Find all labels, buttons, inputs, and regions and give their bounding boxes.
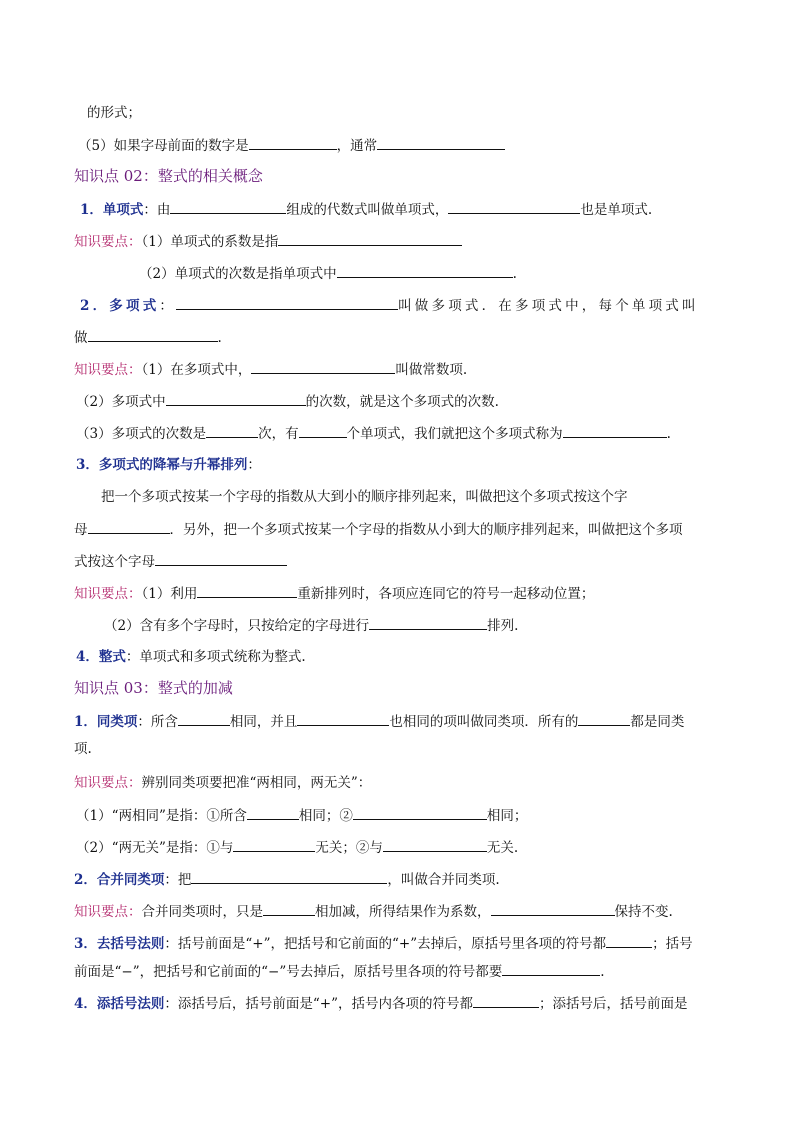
- answer-blank[interactable]: [606, 934, 652, 948]
- text-line: 4．整式：单项式和多项式统称为整式.: [76, 649, 306, 665]
- key-point-label: 知识要点：: [74, 362, 142, 378]
- answer-blank[interactable]: [299, 424, 347, 438]
- text-line: （2）多项式中 的次数，就是这个多项式的次数.: [76, 394, 499, 410]
- text-line: 知识要点：（1）在多项式中， 叫做常数项.: [74, 362, 468, 378]
- answer-blank[interactable]: [247, 806, 299, 820]
- answer-blank[interactable]: [473, 994, 539, 1008]
- answer-blank[interactable]: [337, 264, 513, 278]
- section-heading: 知识点 02：整式的相关概念: [74, 167, 263, 185]
- text-line: 3．去括号法则：括号前面是“+”，把括号和它前面的“+”去掉后，原括号里各项的符号都 ；括号: [74, 936, 693, 952]
- text-line: 知识要点：（1）单项式的系数是指: [74, 232, 462, 250]
- text-line: 1．单项式：由 组成的代数式叫做单项式， 也是单项式.: [80, 202, 653, 218]
- answer-blank[interactable]: [170, 200, 286, 214]
- section-heading: 知识点 03：整式的加减: [74, 679, 233, 697]
- answer-blank[interactable]: [197, 584, 297, 598]
- text-line: 式按这个字母: [74, 552, 287, 570]
- text-line: 1．同类项：所含 相同，并且 也相同的项叫做同类项．所有的 都是同类: [74, 714, 685, 730]
- answer-blank[interactable]: [502, 962, 600, 976]
- answer-blank[interactable]: [369, 616, 487, 630]
- answer-blank[interactable]: [155, 552, 287, 566]
- text-line: 知识要点：（1）利用 重新排列时，各项应连同它的符号一起移动位置；: [74, 586, 595, 602]
- text-line: 2．多项式： 叫做多项式．在多项式中，每个单项式叫: [80, 298, 699, 314]
- term-label: 3．多项式的降幂与升幂排列: [76, 457, 248, 473]
- text-line: 4．添括号法则：添括号后，括号前面是“+”，括号内各项的符号都 ；添括号后，括号前面是: [74, 996, 688, 1012]
- answer-blank[interactable]: [377, 136, 505, 150]
- answer-blank[interactable]: [233, 838, 315, 852]
- text-line: （2）单项式的次数是指单项式中 .: [139, 266, 517, 282]
- text-line: 项.: [74, 741, 92, 757]
- answer-blank[interactable]: [353, 806, 487, 820]
- answer-blank[interactable]: [249, 136, 337, 150]
- answer-blank[interactable]: [206, 424, 258, 438]
- key-point-label: 知识要点：: [74, 775, 142, 791]
- text-line: 知识要点：辨别同类项要把准“两相同，两无关”：: [74, 775, 372, 791]
- term-label: 2．合并同类项: [74, 872, 165, 888]
- answer-blank[interactable]: [297, 712, 389, 726]
- text-line: 前面是“−”，把括号和它前面的“−”号去掉后，原括号里各项的符号都要 .: [74, 964, 605, 980]
- text-line: 2．合并同类项：把 ，叫做合并同类项.: [74, 872, 500, 888]
- answer-blank[interactable]: [178, 712, 230, 726]
- answer-blank[interactable]: [251, 360, 395, 374]
- term-label: 3．去括号法则: [74, 936, 165, 952]
- text-line: 母 ．另外，把一个多项式按某一个字母的指数从小到大的顺序排列起来，叫做把这个多项: [74, 522, 683, 538]
- term-label: 4．添括号法则: [74, 996, 165, 1012]
- text-line: （5）如果字母前面的数字是 ，通常: [78, 136, 505, 154]
- text-line: （2）含有多个字母时，只按给定的字母进行 排列.: [104, 618, 519, 634]
- text-line: 的形式；: [87, 105, 141, 121]
- term-label: 4．整式: [76, 649, 126, 665]
- text-line: （2）“两无关”是指：①与 无关；②与 无关.: [76, 840, 519, 856]
- answer-blank[interactable]: [278, 232, 462, 246]
- answer-blank[interactable]: [263, 902, 315, 916]
- answer-blank[interactable]: [88, 328, 218, 342]
- key-point-label: 知识要点：: [74, 234, 142, 250]
- answer-blank[interactable]: [88, 520, 170, 534]
- answer-blank[interactable]: [578, 712, 630, 726]
- text-line: 做 .: [74, 330, 222, 346]
- text-line: （1）“两相同”是指：①所含 相同；② 相同；: [76, 808, 528, 824]
- answer-blank[interactable]: [176, 296, 398, 310]
- text-line: 把一个多项式按某一个字母的指数从大到小的顺序排列起来，叫做把这个多项式按这个字: [101, 489, 628, 505]
- answer-blank[interactable]: [191, 870, 387, 884]
- key-point-label: 知识要点：: [74, 904, 142, 920]
- answer-blank[interactable]: [563, 424, 667, 438]
- answer-blank[interactable]: [166, 392, 306, 406]
- term-label: 2．多项式: [80, 298, 160, 314]
- key-point-label: 知识要点：: [74, 586, 142, 602]
- answer-blank[interactable]: [383, 838, 487, 852]
- term-label: 1．单项式: [80, 202, 144, 218]
- answer-blank[interactable]: [448, 200, 580, 214]
- text-line: 知识要点：合并同类项时，只是 相加减，所得结果作为系数， 保持不变.: [74, 904, 673, 920]
- term-label: 1．同类项: [74, 714, 138, 730]
- answer-blank[interactable]: [491, 902, 615, 916]
- text-line: （3）多项式的次数是 次，有 个单项式，我们就把这个多项式称为 .: [76, 426, 671, 442]
- text-line: 3．多项式的降幂与升幂排列：: [76, 457, 261, 473]
